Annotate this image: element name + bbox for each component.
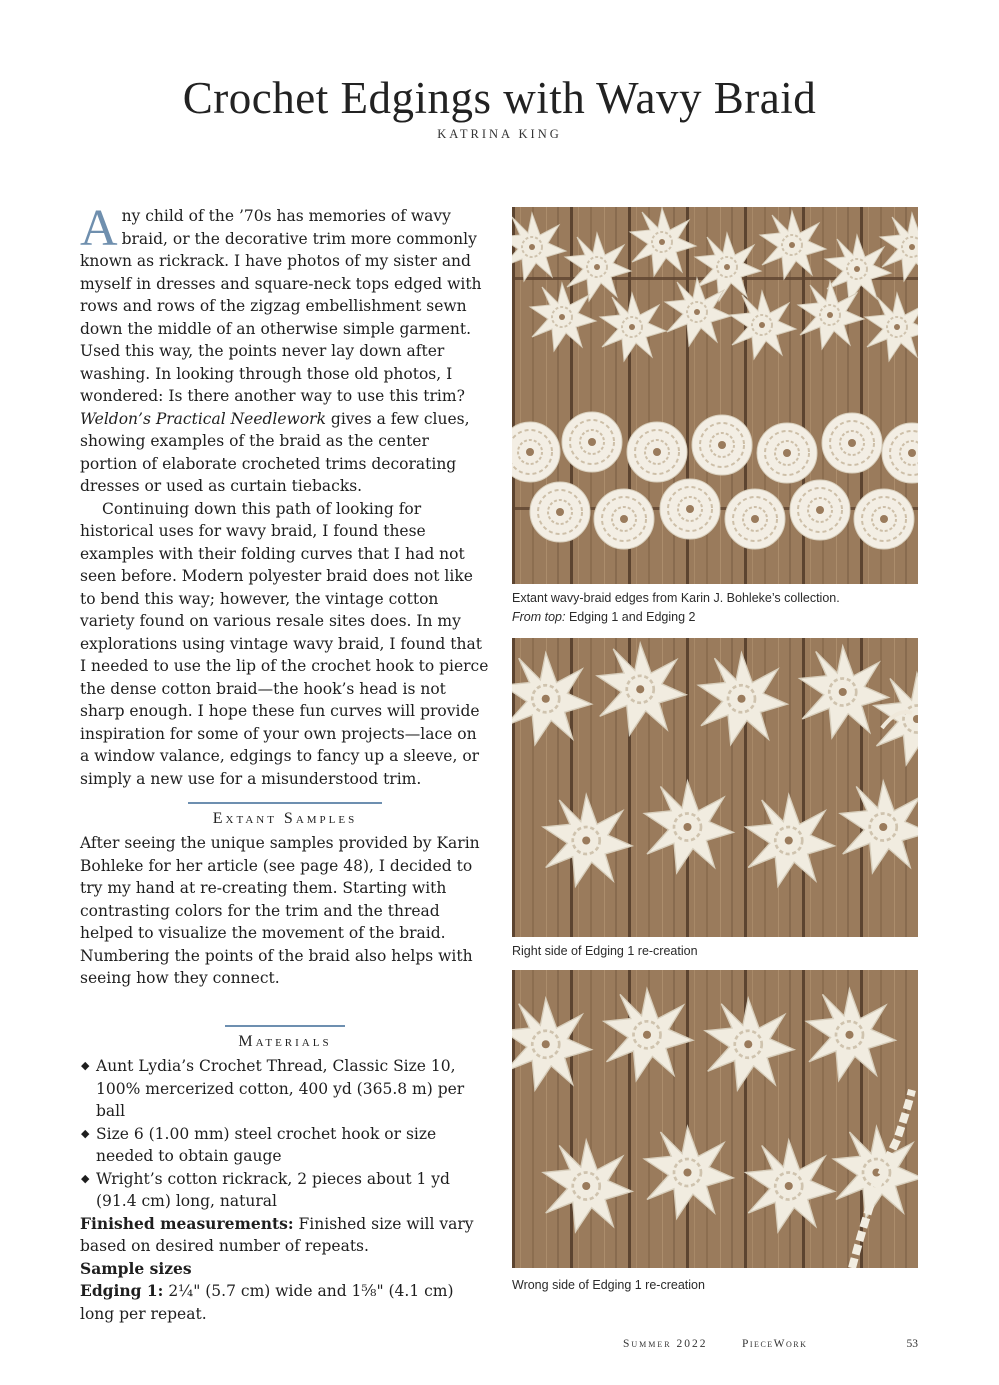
caption-text: Edging 1 and Edging 2 <box>565 610 696 624</box>
materials-heading-block <box>80 1025 490 1051</box>
finished-text: Finished size will vary based on desired number of repeats. <box>80 1214 474 1255</box>
diamond-bullet-icon: ◆ <box>81 1059 90 1072</box>
page-number: 53 <box>906 1338 918 1350</box>
edging-1-size <box>80 1280 490 1325</box>
book-title: Weldon’s Practical Needlework <box>80 409 326 428</box>
extant-samples-heading: Extant Samples <box>212 810 358 827</box>
intro-paragraph-2: Continuing down this path of looking for historical uses for wavy braid, I found these examples with their folding curves that I had not seen before. Modern polyester braid does not like to bend this way; however, the vintage cotton variety found on various resale sites does. In my explorations using vintage wavy braid, I found that I needed to use the lip of the crochet hook to pierce the dense cotton braid—the hook’s head is not sharp enough. I hope these fun curves will provide inspiration for some of your own projects—lace on a window valance, edgings to fancy up a sleeve, or simply a new use for a misunderstood trim. <box>80 499 489 788</box>
photo-edging-1-wrong-side <box>512 970 918 1268</box>
intro-p1-text-end: gives a few clues, showing examples of the braid as the center portion of elaborate crocheted trims decorating dresses or used as curtain tiebacks. <box>80 409 470 495</box>
photo-extant-edgings <box>512 207 918 584</box>
intro-p1-text: ny child of the ’70s has memories of wavy braid, or the decorative trim more commonly known as rickrack. I have photos of my sister and myself in dresses and square-neck tops edged with rows and rows of the zigzag embellishment sewn down the middle of an otherwise simple garment. Used this way, the points never lay down after washing. In looking through those old photos, I wondered: Is there another way to use this trim? <box>80 207 482 405</box>
materials-list <box>80 1055 490 1213</box>
caption-line: Right side of Edging 1 re-creation <box>512 944 698 958</box>
diamond-bullet-icon: ◆ <box>81 1126 90 1140</box>
intro-text <box>80 200 490 790</box>
caption-italic: From top: <box>512 610 566 624</box>
photo-edging-1-right-side <box>512 638 918 937</box>
article-title: Crochet Edgings with Wavy Braid <box>182 73 817 123</box>
section-rule <box>225 1025 345 1027</box>
intro-paragraph-1 <box>80 200 490 498</box>
caption-line: Wrong side of Edging 1 re-creation <box>512 1278 705 1292</box>
list-item <box>80 1123 490 1168</box>
footer-magazine: PieceWork <box>742 1338 808 1350</box>
material-text: Aunt Lydia’s Crochet Thread, Classic Size 10, 100% mercerized cotton, 400 yd (365.8 m) per ball <box>96 1057 465 1120</box>
drop-cap: A <box>80 200 118 257</box>
caption-photo-3 <box>512 1276 922 1295</box>
section-rule <box>188 802 382 804</box>
edging-1-text: 2¼" (5.7 cm) wide and 1⅝" (4.1 cm) long per repeat. <box>80 1282 454 1323</box>
materials-heading: Materials <box>238 1033 332 1050</box>
caption-photo-2 <box>512 942 922 961</box>
extant-samples-text <box>80 832 490 990</box>
sample-sizes-label: Sample sizes <box>80 1258 192 1278</box>
finished-label: Finished measurements: <box>80 1213 294 1233</box>
author-byline: KATRINA KING <box>437 127 562 141</box>
finished-measurements <box>80 1213 490 1258</box>
list-item <box>80 1168 490 1213</box>
diamond-bullet-icon: ◆ <box>81 1171 90 1185</box>
extant-samples-paragraph: After seeing the unique samples provided by Karin Bohleke for her article (see page 48), I decided to try my hand at re-creating them. Starting with contrasting colors for the trim and the thread helped to visualize the movement of the braid. Numbering the points of the braid also helps with seeing how they connect. <box>80 834 480 987</box>
caption-photo-1 <box>512 589 922 627</box>
material-text: Size 6 (1.00 mm) steel crochet hook or size needed to obtain gauge <box>96 1124 437 1165</box>
materials-block <box>80 1055 490 1325</box>
material-text: Wright’s cotton rickrack, 2 pieces about 1 yd (91.4 cm) long, natural <box>96 1169 450 1210</box>
sample-sizes-heading <box>80 1258 490 1281</box>
extant-samples-heading-block <box>80 802 490 828</box>
list-item <box>80 1055 490 1123</box>
edging-1-label: Edging 1: <box>80 1281 164 1300</box>
caption-line: Extant wavy-braid edges from Karin J. Bohleke’s collection. <box>512 591 840 605</box>
caption-line <box>512 608 922 627</box>
footer-issue: Summer 2022 <box>623 1338 708 1350</box>
